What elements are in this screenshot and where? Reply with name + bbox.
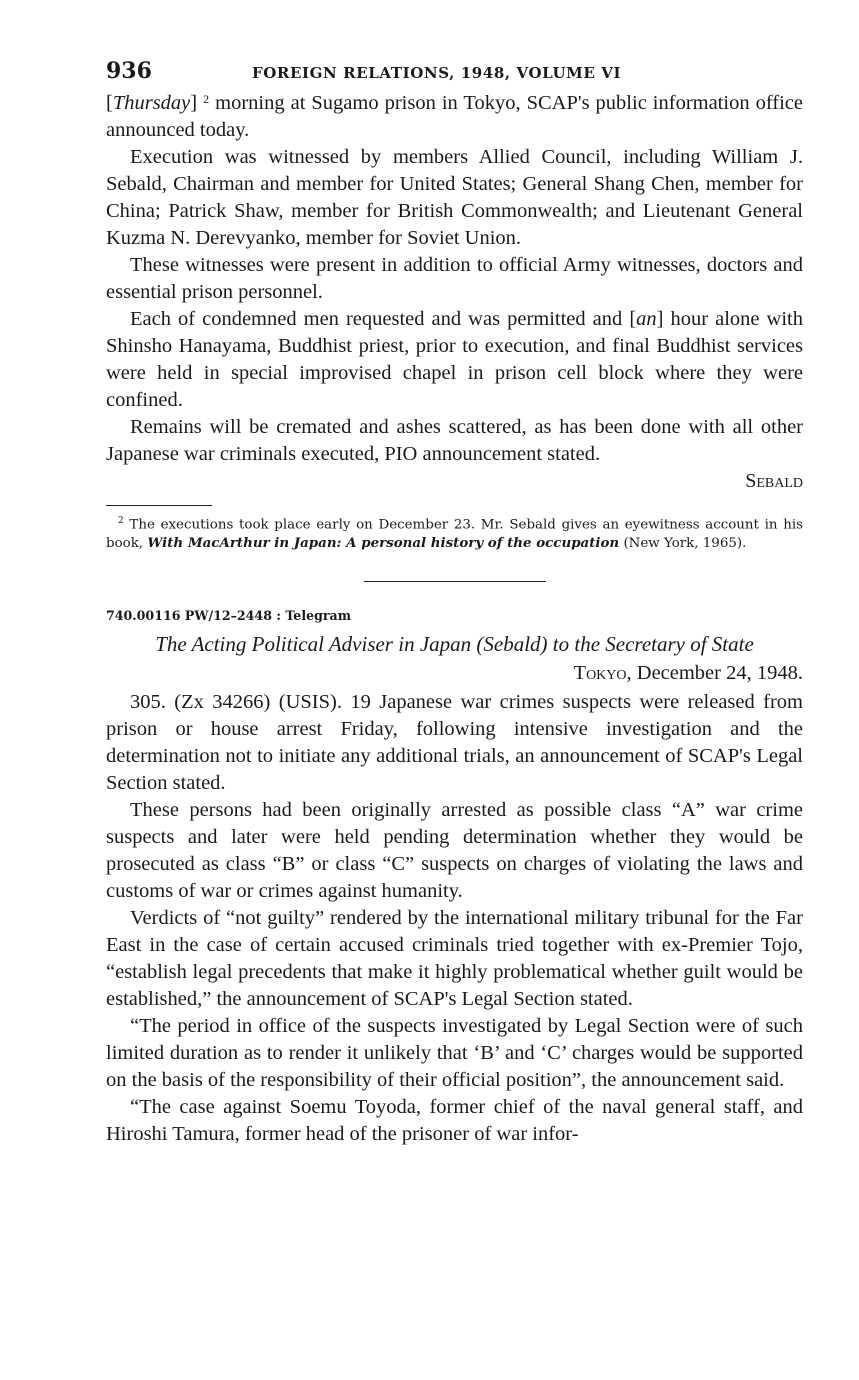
document-title: The Acting Political Adviser in Japan (Sebald) to the Secretary of State	[155, 632, 754, 657]
book-title: With MacArthur in Japan: A personal history of the occupation	[147, 535, 620, 552]
signature: Sebald	[745, 470, 803, 492]
paragraph: “The period in office of the suspects investigated by Legal Section were of such limited duration as to render it unlikely that ‘B’ and ‘C’ charges would be supported on the basis of the responsibility of their official position”, the announcement said.	[106, 1015, 803, 1092]
running-head	[106, 56, 803, 90]
page-number: 936	[106, 58, 152, 84]
footnote-rule	[106, 505, 212, 506]
document-page	[106, 56, 803, 1148]
paragraph: 305. (Zx 34266) (USIS). 19 Japanese war crimes suspects were released from prison or house arrest Friday, following intensive investigation and the determination not to initiate any additional trials, an announcement of SCAP's Legal Section stated.	[106, 691, 803, 795]
footnote: $^2$ The executions took place early on December 23. Mr. Sebald gives an eyewitness account in his book, With MacArthur in Japan: A personal history of the occupation (New York, 1965).	[106, 516, 803, 552]
first-section	[106, 90, 803, 468]
footnote-reference[interactable]: 2	[203, 92, 210, 106]
paragraph: Each of condemned men requested and was permitted and [an] hour alone with Shinsho Hanayama, Buddhist priest, prior to execution, and final Buddhist services were held in special improvised chapel in prison cell block where they were confined.	[106, 308, 804, 411]
italic-day: Thursday	[112, 92, 191, 114]
second-section	[106, 689, 803, 1148]
running-head-title: FOREIGN RELATIONS, 1948, VOLUME VI	[252, 64, 622, 82]
dateline-date: , December 24, 1948.	[626, 662, 803, 685]
paragraph: Execution was witnessed by members Allied Council, including William J. Sebald, Chairman and member for United States; General Shang Chen, member for China; Patrick Shaw, member for British Commonwealth; and Lieutenant General Kuzma N. Derevyanko, member for Soviet Union.	[106, 146, 803, 249]
file-reference: 740.00116 PW/12–2448 : Telegram	[106, 608, 352, 624]
footnote-mark: 2	[118, 516, 124, 526]
paragraph: “The case against Soemu Toyoda, former chief of the naval general staff, and Hiroshi Tamura, former head of the prisoner of war infor-	[106, 1096, 803, 1146]
paragraph: Remains will be cremated and ashes scattered, as has been done with all other Japanese war criminals executed, PIO announcement stated.	[106, 416, 803, 465]
section-separator	[364, 581, 546, 582]
paragraph: These persons had been originally arrested as possible class “A” war crime suspects and later were held pending determination whether they would be prosecuted as class “B” or class “C” suspects on charges of violating the laws and customs of war or crimes against humanity.	[106, 799, 803, 903]
paragraph: [Thursday] $^2$ morning at Sugamo prison in Tokyo, SCAP's public information office announced today.	[106, 92, 804, 141]
dateline-place: Tokyo	[573, 662, 627, 685]
paragraph: These witnesses were present in addition to official Army witnesses, doctors and essential prison personnel.	[106, 254, 803, 303]
dateline	[106, 662, 803, 685]
paragraph: Verdicts of “not guilty” rendered by the international military tribunal for the Far East in the case of certain accused criminals tried together with ex-Premier Tojo, “establish legal precedents that make it highly problematical whether guilt would be established,” the announcement of SCAP's Legal Section stated.	[106, 907, 803, 1011]
